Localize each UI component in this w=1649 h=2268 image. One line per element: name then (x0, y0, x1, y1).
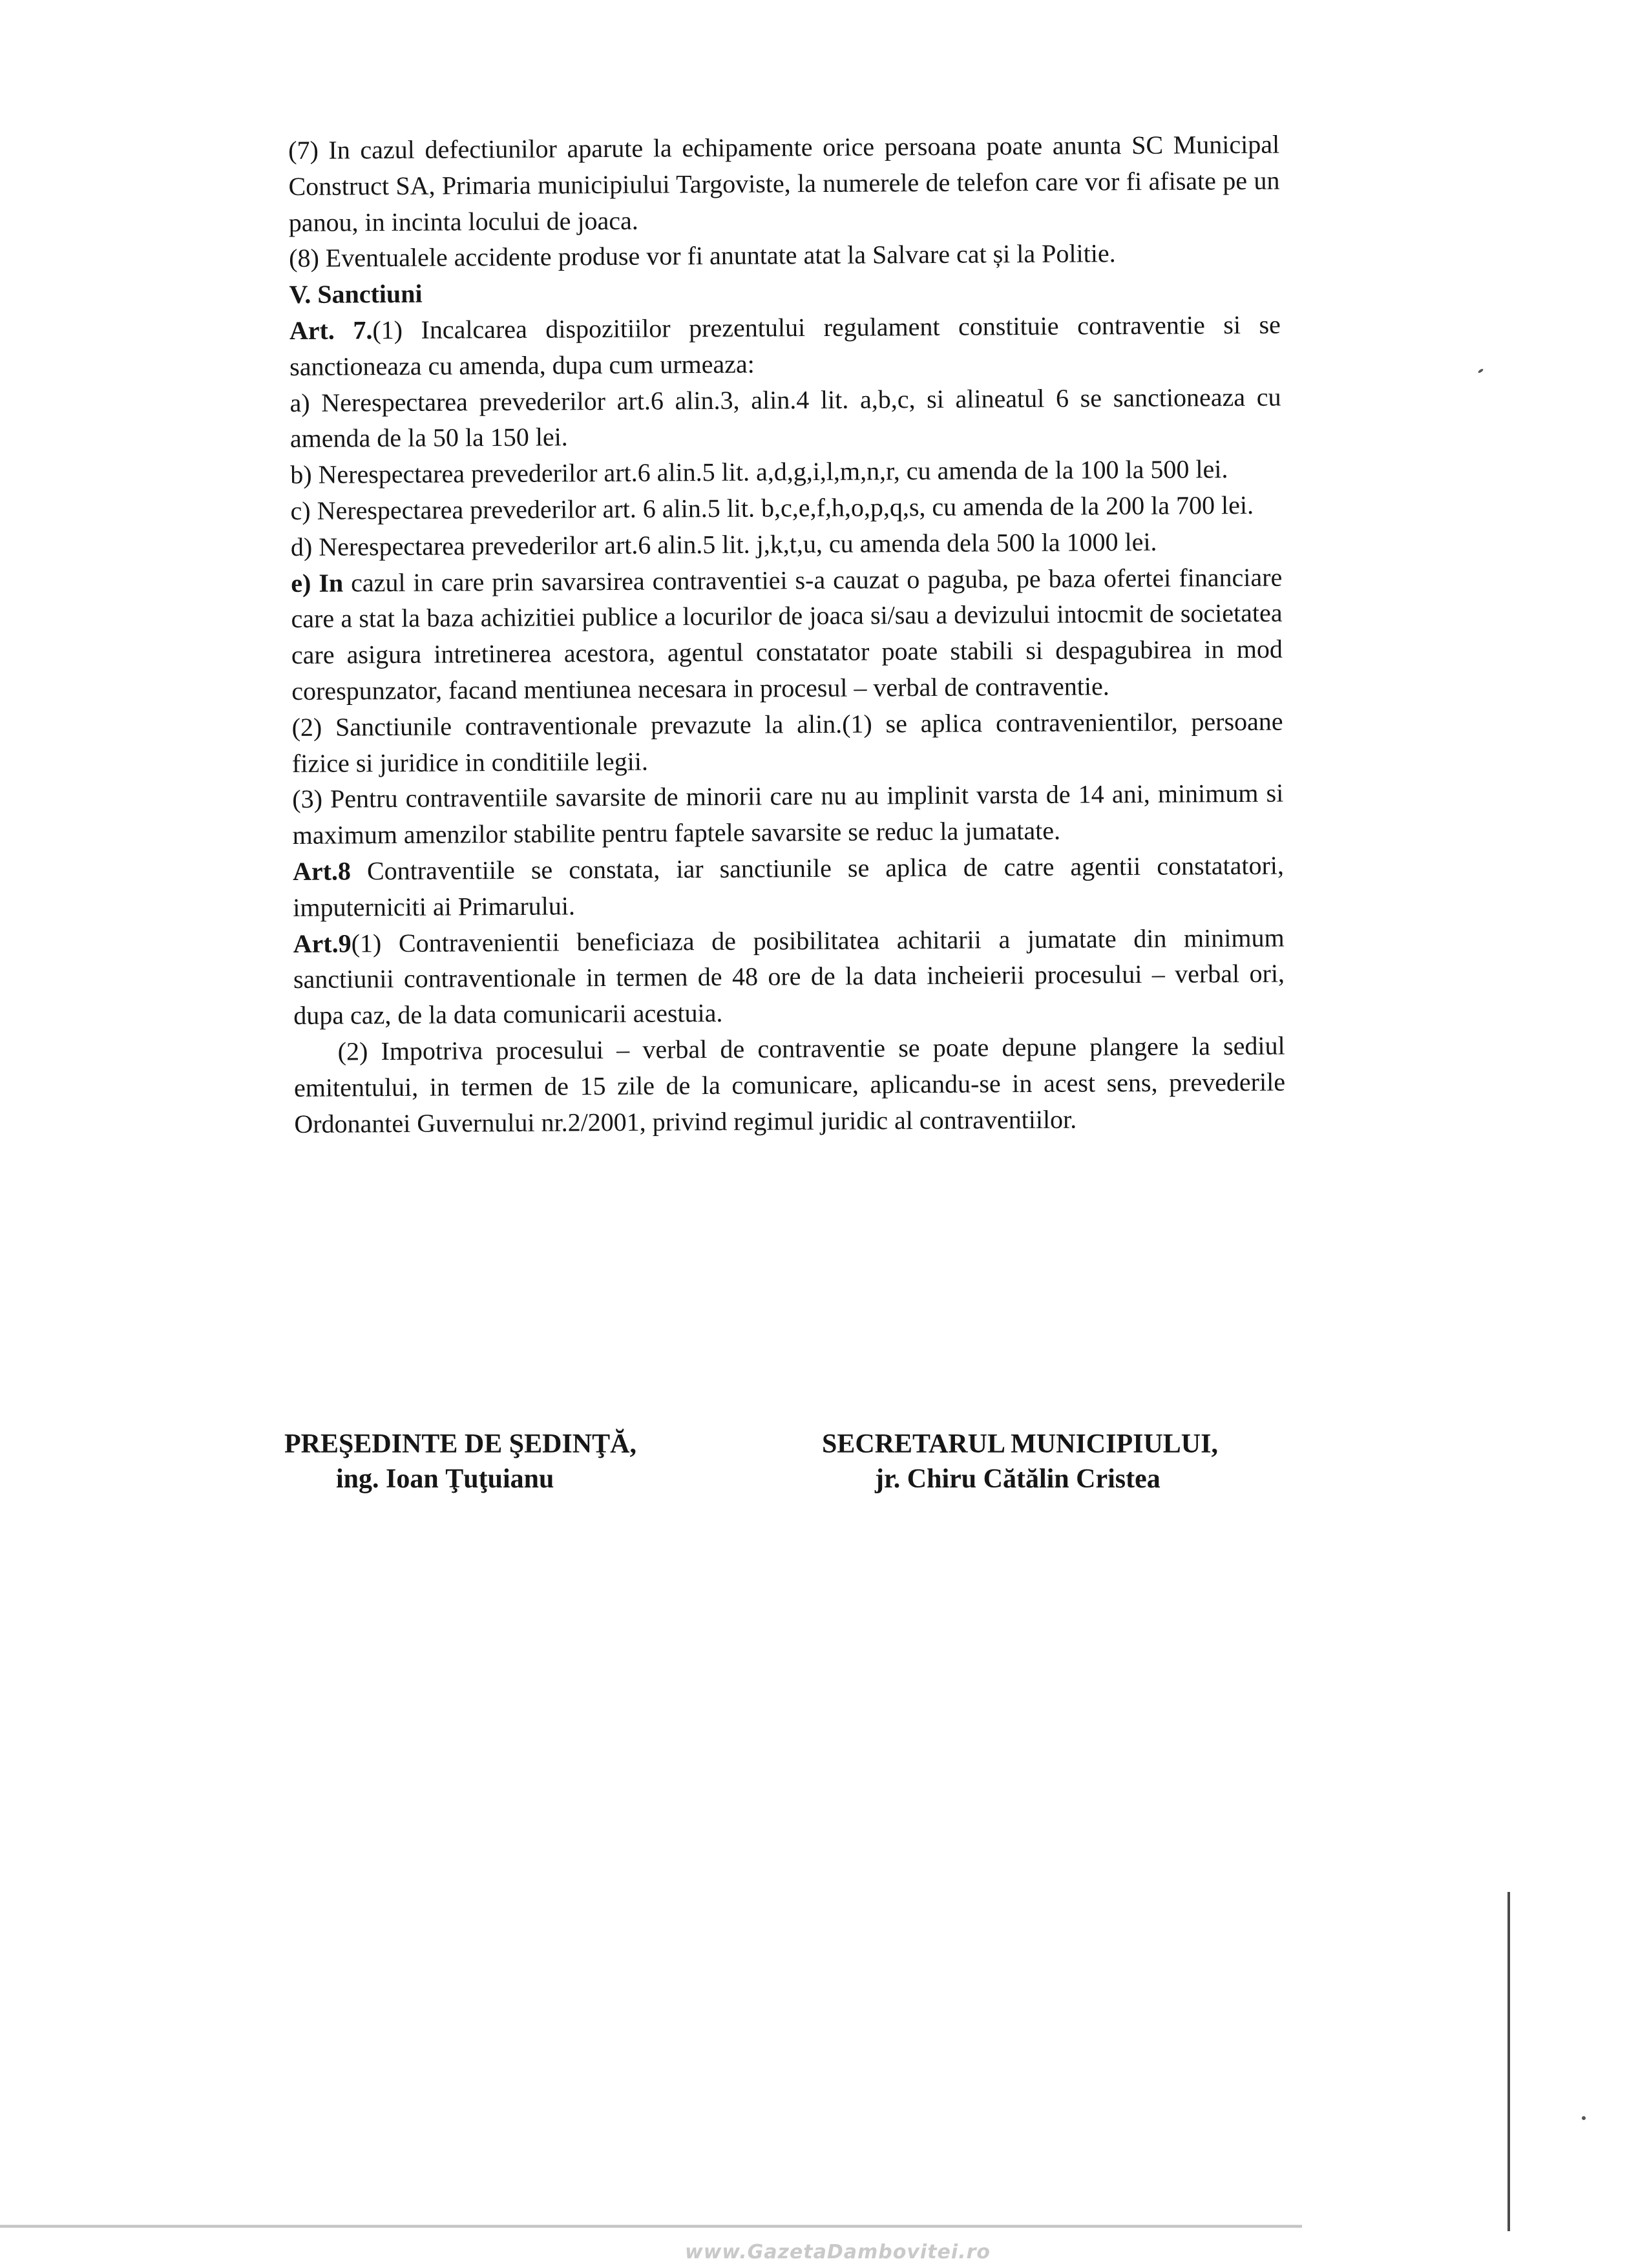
article-7-item-e-text: cazul in care prin savarsirea contraventiei s-a cauzat o paguba, pe baza ofertei financiare care a stat la baza achizitiei publice a locurilor de joaca si/sau a devizului intocmit de societatea care asigura intretinerea acestora, agentul constatator poate stabili si despagubirea in mod corespunzator, facand mentiunea necesara in procesul – verbal de contraventie. (291, 562, 1283, 706)
article-7-paragraph-3: (3) Pentru contraventiile savarsite de minorii care nu au implinit varsta de 14 ani, minimum si maximum amenzilor stabilite pentru faptele savarsite se reduc la jumatate. (292, 778, 1284, 850)
secretary-name: jr. Chiru Cătălin Cristea (875, 1464, 1161, 1494)
document-body (288, 127, 1286, 1142)
president-name: ing. Ioan Ţuţuianu (336, 1464, 554, 1494)
article-7-item-d: d) Nerespectarea prevederilor art.6 alin.5 lit. j,k,t,u, cu amenda dela 500 la 1000 lei. (290, 527, 1157, 562)
president-title: PREŞEDINTE DE ŞEDINŢĂ, (284, 1429, 636, 1459)
article-7-item-e-label: e) In (291, 568, 344, 598)
article-8 (293, 848, 1285, 926)
article-7-item-e (291, 559, 1283, 709)
watermark: www.GazetaDambovitei.ro (685, 2241, 991, 2263)
article-7-intro (289, 307, 1281, 385)
signature-block-president (284, 1427, 636, 1496)
signature-block-secretary (822, 1427, 1218, 1496)
article-9-paragraph-2: (2) Impotriva procesului – verbal de contraventie se poate depune plangere la sediul emitentului, in termen de 15 zile de la comunicare, aplicandu-se in acest sens, prevederile Ordonantei Guvernului nr.2/2001, privind regimul juridic al contraventiilor. (293, 1031, 1286, 1139)
article-8-text: Contraventiile se constata, iar sanctiunile se aplica de catre agentii constatatori, imputerniciti ai Primarului. (293, 850, 1285, 922)
article-9-label: Art.9 (293, 928, 352, 958)
paragraph-8: (8) Eventualele accidente produse vor fi anuntate atat la Salvare cat și la Politie. (289, 238, 1116, 273)
scan-speck (1582, 2116, 1586, 2120)
article-7-item-c: c) Nerespectarea prevederilor art. 6 alin.5 lit. b,c,e,f,h,o,p,q,s, cu amenda de la 200 la 700 lei. (290, 490, 1254, 525)
article-7-paragraph-2: (2) Sanctiunile contraventionale prevazute la alin.(1) se aplica contravenientilor, persoane fizice si juridice in conditiile legii. (291, 706, 1283, 778)
article-7-label: Art. 7. (289, 315, 373, 345)
secretary-title: SECRETARUL MUNICIPIULUI, (822, 1429, 1218, 1459)
scan-bottom-line (0, 2225, 1302, 2228)
article-9-text: (1) Contravenientii beneficiaza de posibilitatea achitarii a jumatate din minimum sanctiunii contraventionale in termen de 48 ore de la data incheierii procesului – verbal ori, dupa caz, de la data comunicarii acestuia. (293, 923, 1285, 1031)
article-9 (293, 919, 1285, 1034)
section-title: V. Sanctiuni (289, 278, 423, 310)
article-7-item-b: b) Nerespectarea prevederilor art.6 alin.5 lit. a,d,g,i,l,m,n,r, cu amenda de la 100 la 500 lei. (290, 454, 1228, 490)
article-7-text: (1) Incalcarea dispozitiilor prezentului regulament constituie contraventie si se sanctioneaza cu amenda, dupa cum urmeaza: (289, 310, 1281, 381)
article-7-item-a: a) Nerespectarea prevederilor art.6 alin.3, alin.4 lit. a,b,c, si alineatul 6 se sanctioneaza cu amenda de la 50 la 150 lei. (289, 382, 1281, 454)
scan-speck (1478, 368, 1484, 373)
scan-edge-mark (1507, 1892, 1510, 2231)
article-8-label: Art.8 (292, 856, 352, 886)
paragraph-7: (7) In cazul defectiunilor aparute la echipamente orice persoana poate anunta SC Municipal Construct SA, Primaria municipiului Targoviste, la numerele de telefon care vor fi afisate pe un panou, in incinta locului de joaca. (288, 129, 1280, 237)
